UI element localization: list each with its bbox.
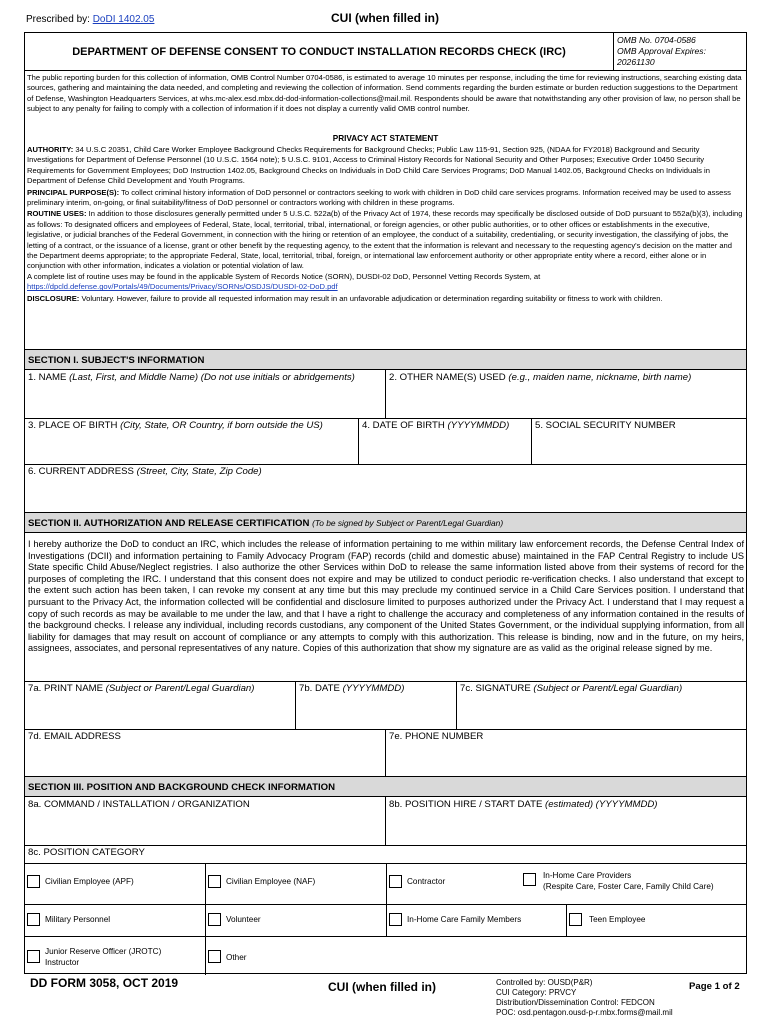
authorization-text: I hereby authorize the DoD to conduct an IRC, which includes the release of information pertaining to me within military law enforcement records, the Defense Central Index of Investigations (DCII) and information pertaining to Family Advocacy Program (FAP) records (child and domestic abuse) maintained in the FAP Central Registry to include US State specific Child Abuse/Neglect registries. I also authorize the other Services within DoD to release the same information listed above from their systems of record for the purposes of completing the IRC. I understand that this consent does not expire and may be utilized to conduct periodic re-verification checks. I also understand that except to the extent such action has been taken, I can revoke my consent at any time but this may preclude my continued service in a Child Care Services position. I understand that pursuant to the Privacy Act, the information collected will be confidential and disclosure limited to purposes authorized under the Privacy Act. I understand that I may request a copy of such records as may be available to me under the law, and that I have a right to challenge the accuracy and completeness of any information contained in the results of the background checks. I release any individual, including records custodians, any component of the United States Government, or the individual supplying information, from all liability for damages that may result on account of compliance or any attempts to comply with this authorization. This release is binding, now and in the future, on my heirs, assignees, associates, and personal representatives of any nature. Copies of this authorization that show my signature are as valid as the original release signed by me.: [28, 539, 744, 654]
label-other: Other: [226, 953, 247, 962]
authority-text: 34 U.S.C 20351, Child Care Worker Employee Background Checks Requirements for Background Checks; Public Law 115-91, Section 925, (NDAA for FY2018) Background and Security Investigations for Department of Defense Personnel (10 U.S.C. 1564 note); 5 U.S.C. 9101, Access to Criminal History Records for National Security and Other Purposes; Executive Order 10450 Security Requirements for Government Employees; DoD Instruction 1402.05, Background Checks on Individuals in DoD Child Care Services Programs; DoD Manual 1402.05, Background Checks on Individuals in Department of Defense Child Development and Youth Programs.: [27, 145, 710, 186]
poc-email: POC: osd.pentagon.ousd-p-r.mbx.forms@mail.mil: [496, 1008, 673, 1017]
control-block: [496, 978, 673, 1018]
other-names-field[interactable]: [386, 370, 746, 418]
signature-hint: (Subject or Parent/Legal Guardian): [533, 683, 683, 694]
start-date-field[interactable]: [386, 797, 746, 845]
date-of-birth-field[interactable]: [359, 418, 531, 464]
omb-expires-date: 20261130: [617, 57, 655, 67]
section-1-title: SECTION I. SUBJECT'S INFORMATION: [28, 355, 205, 366]
name-hint: (Last, First, and Middle Name) (Do not use initials or abridgements): [69, 372, 355, 383]
label-civilian-naf: Civilian Employee (NAF): [226, 877, 316, 886]
section-3-title: SECTION III. POSITION AND BACKGROUND CHECK INFORMATION: [28, 782, 335, 793]
label-jrotc-instructor: Instructor: [45, 958, 80, 967]
page-number: Page 1 of 2: [689, 981, 740, 992]
ssn-label: 5. SOCIAL SECURITY NUMBER: [535, 420, 676, 431]
controlled-by: Controlled by: OUSD(P&R): [496, 978, 593, 987]
start-date-hint: (estimated) (YYYYMMDD): [545, 799, 658, 810]
print-name-field[interactable]: [25, 681, 295, 729]
ssn-field[interactable]: [532, 418, 746, 464]
label-in-home-family: In-Home Care Family Members: [407, 915, 522, 924]
label-civilian-apf: Civilian Employee (APF): [45, 877, 134, 886]
phone-field[interactable]: [386, 729, 746, 776]
form-header: [25, 33, 746, 71]
date-hint: (YYYYMMDD): [342, 683, 405, 694]
checkbox-in-home-providers[interactable]: [523, 873, 536, 886]
omb-number: OMB No. 0704-0586: [617, 35, 696, 45]
cui-marking-top: CUI (when filled in): [331, 11, 439, 25]
checkbox-contractor[interactable]: [389, 875, 402, 888]
prescribed-label: Prescribed by:: [26, 14, 90, 25]
dodi-link[interactable]: DoDI 1402.05: [92, 14, 155, 25]
date-field[interactable]: [296, 681, 456, 729]
checkbox-in-home-family[interactable]: [389, 913, 402, 926]
dissemination-control: Distribution/Dissemination Control: FEDCON: [496, 998, 655, 1007]
label-jrotc: Junior Reserve Officer (JROTC): [45, 947, 162, 956]
email-field[interactable]: [25, 729, 385, 776]
label-in-home-providers-detail: (Respite Care, Foster Care, Family Child Care): [543, 882, 714, 891]
label-volunteer: Volunteer: [226, 915, 261, 924]
start-date-label: 8b. POSITION HIRE / START DATE: [389, 799, 543, 810]
label-contractor: Contractor: [407, 877, 446, 886]
authority-label: AUTHORITY:: [27, 145, 74, 154]
name-field[interactable]: [25, 370, 385, 418]
purpose-label: PRINCIPAL PURPOSE(S):: [27, 187, 120, 197]
disclosure-label: DISCLOSURE:: [27, 293, 80, 303]
sorn-text: A complete list of routine uses may be found in the applicable System of Records Notice (SORN), DUSDI-02 DoD, Personnel Vetting Records System, at: [27, 271, 541, 281]
email-label: 7d. EMAIL ADDRESS: [28, 731, 121, 742]
cui-category: CUI Category: PRVCY: [496, 988, 577, 997]
form-page: [24, 32, 747, 974]
cui-marking-bottom: CUI (when filled in): [328, 980, 436, 994]
other-names-label: 2. OTHER NAME(S) USED: [389, 372, 506, 383]
section-1-header: [25, 349, 746, 370]
place-of-birth-hint: (City, State, OR Country, if born outside the US): [120, 420, 323, 431]
current-address-field[interactable]: [25, 464, 746, 512]
date-of-birth-hint: (YYYYMMDD): [447, 420, 510, 431]
routine-label: ROUTINE USES:: [27, 209, 87, 219]
disclosure-text: Voluntary. However, failure to provide all requested information may result in an unfavorable adjudication or determination regarding suitability or fitness to work with children.: [81, 293, 663, 303]
label-teen-employee: Teen Employee: [589, 915, 646, 924]
place-of-birth-label: 3. PLACE OF BIRTH: [28, 420, 118, 431]
address-hint: (Street, City, State, Zip Code): [136, 466, 262, 477]
address-label: 6. CURRENT ADDRESS: [28, 466, 134, 477]
position-category-label: 8c. POSITION CATEGORY: [28, 847, 145, 858]
label-in-home-providers: In-Home Care Providers: [543, 871, 632, 880]
checkbox-civilian-apf[interactable]: [27, 875, 40, 888]
checkbox-volunteer[interactable]: [208, 913, 221, 926]
form-title: DEPARTMENT OF DEFENSE CONSENT TO CONDUCT INSTALLATION RECORDS CHECK (IRC): [72, 46, 566, 58]
sorn-link[interactable]: https://dpcld.defense.gov/Portals/49/Documents/Privacy/SORNs/OSDJS/DUSDI-02-DoD.pdf: [27, 282, 338, 292]
signature-label: 7c. SIGNATURE: [460, 683, 531, 694]
checkbox-teen-employee[interactable]: [569, 913, 582, 926]
checkbox-military[interactable]: [27, 913, 40, 926]
form-id: DD FORM 3058, OCT 2019: [30, 976, 179, 990]
section-2-header: [25, 512, 746, 533]
section-2-title: SECTION II. AUTHORIZATION AND RELEASE CERTIFICATION: [28, 518, 310, 529]
place-of-birth-field[interactable]: [25, 418, 358, 464]
privacy-heading: PRIVACY ACT STATEMENT: [332, 134, 439, 143]
command-field[interactable]: [25, 797, 385, 845]
section-3-header: [25, 776, 746, 797]
print-name-label: 7a. PRINT NAME: [28, 683, 103, 694]
print-name-hint: (Subject or Parent/Legal Guardian): [105, 683, 255, 694]
routine-text: In addition to those disclosures generally permitted under 5 U.S.C. 522a(b) of the Privacy Act of 1974, these records may specifically be disclosed outside of DoD pursuant to 552a(b)(3), including as follows: To designated officers and employees of Federal, State, local, territorial, tribal, international, or foreign agencies, or other public authorities, or to other offices or establishments in the executive, legislative, or judicial branches of the Federal Government, in connection with the hiring or retention of an employee, the conduct of a suitability, credentialing, or security investigation, the classifying of jobs, the letting of a contract, or the issuance of a license, grant or other benefit by the requesting agency, to the extent that the information is relevant and necessary to the requesting agency's decision on the matter and the Department deems appropriate; to the appropriate Federal, State, local, territorial, tribal, foreign, or international law enforcement authority or other appropriate entity where a record, either alone or in conjunction with other information, indicates a violation or potential violation of law.: [27, 209, 743, 271]
other-names-hint: (e.g., maiden name, nickname, birth name): [508, 372, 692, 383]
purpose-text: To collect criminal history information of DoD personnel or contractors seeking to work with children in DoD child care services programs. Information received may be used to assess preliminary interim, on-going, or final suitability/fitness of DoD personnel or contractors working with children in these programs.: [27, 187, 731, 208]
date-label: 7b. DATE: [299, 683, 340, 694]
checkbox-jrotc[interactable]: [27, 950, 40, 963]
section-2-hint: (To be signed by Subject or Parent/Legal Guardian): [312, 518, 504, 528]
omb-box: [613, 33, 746, 71]
command-label: 8a. COMMAND / INSTALLATION / ORGANIZATION: [28, 799, 250, 810]
label-military: Military Personnel: [45, 915, 111, 924]
date-of-birth-label: 4. DATE OF BIRTH: [362, 420, 445, 431]
phone-label: 7e. PHONE NUMBER: [389, 731, 484, 742]
signature-field[interactable]: [457, 681, 746, 729]
burden-statement: The public reporting burden for this collection of information, OMB Control Number 0704-0586, is estimated to average 10 minutes per response, including the time for reviewing instructions, searching existing data sources, gathering and maintaining the data needed, and completing and reviewing the collection of information. Send comments regarding the burden estimate or burden reduction suggestions to the Department of Defense, Washington Headquarters Services, at whs.mc-alex.esd.mbx.dd-dod-information-collections@mail.mil. Respondents should be aware that notwithstanding any other provision of law, no person shall be subject to any penalty for failing to comply with a collection of information if it does not display a currently valid OMB control number.: [27, 73, 742, 114]
privacy-statement: [27, 145, 744, 305]
checkbox-civilian-naf[interactable]: [208, 875, 221, 888]
omb-expires-label: OMB Approval Expires:: [617, 46, 706, 56]
name-label: 1. NAME: [28, 372, 67, 383]
checkbox-other[interactable]: [208, 950, 221, 963]
